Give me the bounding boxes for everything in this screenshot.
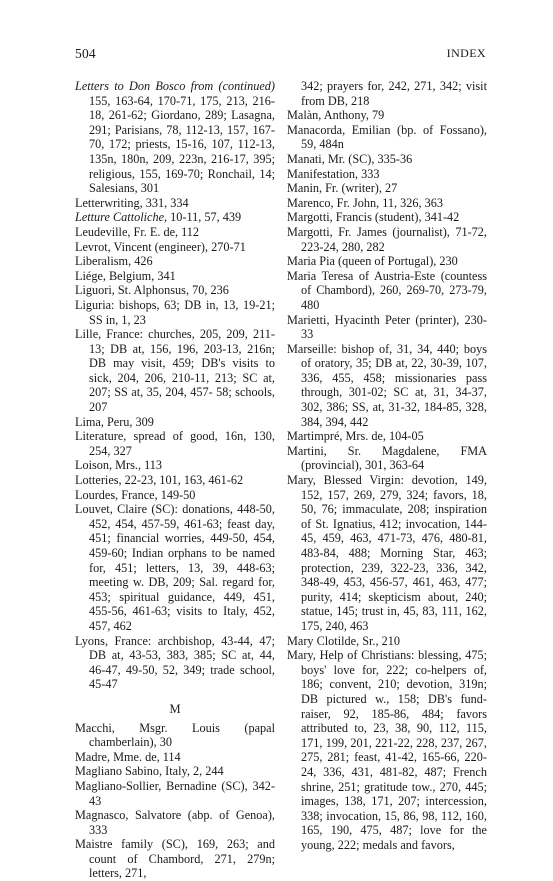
index-entry-italic-title: Letture Cattoliche [75,210,165,225]
index-entry-text: Lima, Peru, 309 [75,414,154,429]
index-entry-text: Mary, Blessed Virgin: devotion, 149, 152, 157, 269, 279, 324; favors, 18, 50, 76; immaculate, 208; inspiration of St. Ignatius, 412; invocation, 144-45, 459, 463, 471-73, 476, 480-81, 483-84, 488; Morning Star, 463; protection, 239, 322-23, 336, 342, 348-49, 453, 456-57, 461, 463, 477; purity, 414; skepticism about, 240; statue, 145; trust in, 45, 83, 111, 162, 175, 240, 463 [287,473,487,633]
index-entry [75,488,275,503]
index-entry-text: Margotti, Francis (student), 341-42 [287,210,460,225]
index-entry-text: Martini, Sr. Magdalene, FMA (provincial), 301, 363-64 [287,443,487,473]
index-entry-text: Manin, Fr. (writer), 27 [287,181,398,196]
index-entry-text: Liége, Belgium, 341 [75,268,176,283]
index-entry [75,225,275,240]
index-entry [75,269,275,284]
index-entry [287,473,487,634]
index-entry [287,167,487,182]
index-entry [287,269,487,313]
index-entry [75,283,275,298]
index-entry [75,327,275,415]
index-entry-text: Lyons, France: archbishop, 43-44, 47; DB at, 43-53, 383, 385; SC at, 44, 46-47, 49-50, 52, 349; trade school, 45-47 [75,633,275,692]
index-entry-text: Lille, France: churches, 205, 209, 211-13; DB at, 156, 196, 203-13, 216n; DB may visit, 459; DB's visits to sick, 204, 206, 210-11, 213; SC at, 207; SS at, 35, 204, 457- 58; schools, 207 [75,327,275,415]
index-entry [287,123,487,152]
index-entry-text: Marseille: bishop of, 31, 34, 440; boys of oratory, 35; DB at, 22, 30-39, 107, 336, 455, 458; missionaries pass through, 301-02; SC at, 31, 34-37, 302, 386; SS, at, 31-32, 184-85, 328, 384, 394, 442 [287,341,487,429]
index-entry [75,254,275,269]
index-column-left [75,79,275,881]
running-head: INDEX [446,46,486,60]
index-entry [287,152,487,167]
index-entry [75,721,275,750]
index-entry [287,313,487,342]
index-entry-text: Margotti, Fr. James (journalist), 71-72, 223-24, 280, 282 [287,224,487,254]
index-entry-text: Manati, Mr. (SC), 335-36 [287,151,413,166]
index-entry-text: Louvet, Claire (SC): donations, 448-50, 452, 454, 457-59, 461-63; feast day, 451; financial worries, 449-50, 454, 459-60; Indian orphans to be named for, 451; letters, 13, 39, 448-63; meeting w. DB, 209; Sal. regard for, 453; spiritual guidance, 449, 451, 455-56, 461-63; visits to Italy, 452, 457, 462 [75,502,275,633]
index-entry [287,342,487,430]
index-entry-text: Lourdes, France, 149-50 [75,487,196,502]
index-letter-heading: M [169,701,181,716]
index-entry-text: Malàn, Anthony, 79 [287,108,385,123]
index-entry [287,648,487,852]
index-entry [75,458,275,473]
index-entry [287,210,487,225]
index-entry-text: Magnasco, Salvatore (abp. of Genoa), 333 [75,808,275,837]
index-entry-text: Leudeville, Fr. E. de, 112 [75,224,200,239]
index-entry [287,634,487,649]
index-entry-text: Marenco, Fr. John, 11, 326, 363 [287,195,444,210]
index-entry [75,750,275,765]
index-entry-text: Maistre family (SC), 169, 263; and count of Chambord, 271, 279n; letters, 271, [75,837,275,881]
index-entry [287,196,487,211]
index-entry-text: 155, 163-64, 170-71, 175, 213, 216-18, 261-62; Giordano, 289; Lasagna, 291; Parisians, 78, 112-13, 157, 167-70, 172; priests, 15-16, 107, 112-13, 135n, 180n, 209, 223n, 216-17, 395; religious, 155, 169-70; Ronchail, 14; Salesians, 301 [89,93,275,196]
index-entry-text: Lotteries, 22-23, 101, 163, 461-62 [75,473,244,488]
index-column-right [287,79,487,852]
index-entry [287,225,487,254]
index-entry-text: Literature, spread of good, 16n, 130, 254, 327 [75,429,275,458]
index-entry [287,254,487,269]
index-entry [75,298,275,327]
index-entry-text: Loison, Mrs., 113 [75,458,163,473]
index-entry-text: 342; prayers for, 242, 271, 342; visit from DB, 218 [301,79,487,108]
index-entry [75,415,275,430]
index-entry [287,181,487,196]
index-entry [287,444,487,473]
index-entry [75,210,275,225]
index-entry-text: Magliano Sabino, Italy, 2, 244 [75,764,224,779]
index-entry-text: Magliano-Sollier, Bernadine (SC), 342-43 [75,778,275,808]
index-entry-text: Maria Pia (queen of Portugal), 230 [287,254,458,269]
index-entry [75,473,275,488]
index-entry [75,240,275,255]
index-entry [75,837,275,881]
index-entry-text: Maria Teresa of Austria-Este (countess of Chambord), 260, 269-70, 273-79, 480 [287,268,487,312]
index-entry-text: Macchi, Msgr. Louis (papal chamberlain), 30 [75,720,275,750]
index-entry-italic-title: Letters to Don Bosco from (continued) [75,79,275,93]
index-entry-text: Letterwriting, 331, 334 [75,195,189,210]
index-entry-continued [287,79,487,108]
index-entry-text: Martimpré, Mrs. de, 104-05 [287,429,424,444]
index-entry-text: Madre, Mme. de, 114 [75,749,181,764]
index-entry [287,429,487,444]
index-entry-text: , 10-11, 57, 439 [164,210,242,225]
index-entry-text: Liguori, St. Alphonsus, 70, 236 [75,283,229,298]
index-entry-text: Mary Clotilde, Sr., 210 [287,633,400,648]
index-entry [75,502,275,633]
index-entry [75,764,275,779]
index-entry [75,634,275,692]
index-entry-text: Manacorda, Emilian (bp. of Fossano), 59, 484n [287,122,487,152]
index-entry-text: Liberalism, 426 [75,254,153,269]
index-entry-text: Manifestation, 333 [287,166,380,181]
index-entry [287,108,487,123]
index-entry [75,808,275,837]
index-entry-text: Mary, Help of Christians: blessing, 475; boys' love for, 222; co-helpers of, 186; convent, 210; devotion, 319n; DB pictured w., 158; DB's fund-raiser, 92, 185-86, 484; favors attributed to, 23, 38, 90, 112, 115, 171, 199, 201, 221-22, 228, 237, 267, 275, 281; feast, 41-42, 165-66, 220-24, 336, 431, 481-82, 487; French shrine, 251; gratitude tow., 270, 445; images, 138, 171, 207; intercession, 338; invocation, 15, 86, 98, 112, 160, 165, 190, 475, 487; love for the young, 222; medals and favors, [287,648,487,852]
index-entry-text: Levrot, Vincent (engineer), 270-71 [75,239,246,254]
index-entry-text: Liguria: bishops, 63; DB in, 13, 19-21; SS in, 1, 23 [75,297,275,327]
index-entry [75,196,275,211]
index-entry [75,779,275,808]
page-number: 504 [75,46,96,61]
index-entry-text: Marietti, Hyacinth Peter (printer), 230-33 [287,312,487,342]
index-entry [75,429,275,458]
index-entry [75,79,275,196]
